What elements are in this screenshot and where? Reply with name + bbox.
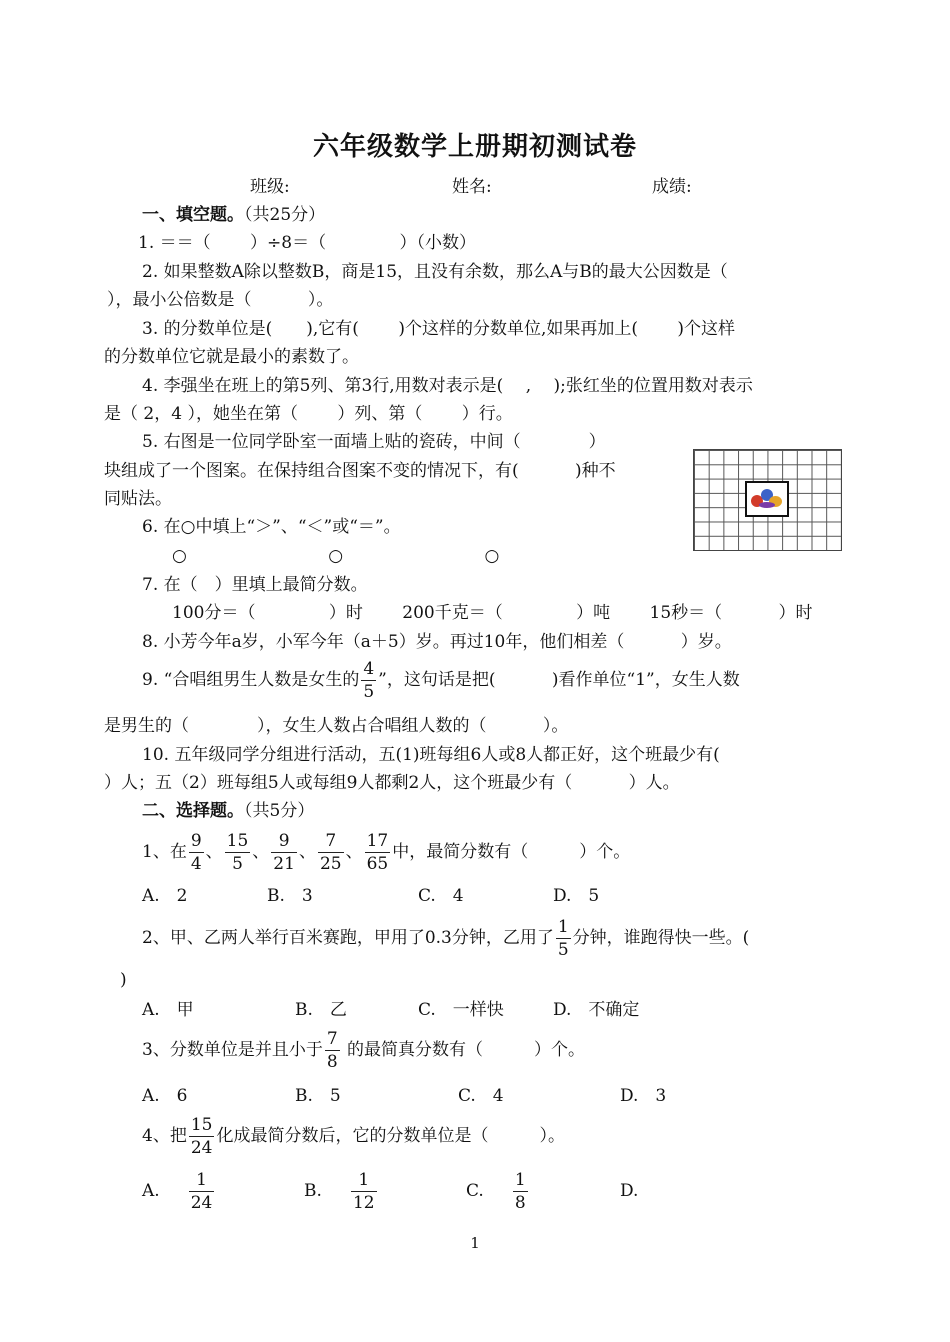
c4-option-a: A. $\frac{1}{24}$ bbox=[142, 1169, 213, 1213]
c3-option-d: D. 3 bbox=[620, 1086, 667, 1106]
q9-denominator: 5 bbox=[363, 681, 375, 702]
c2-text-pre: 2、甲、乙两人举行百米赛跑，甲用了0.3分钟，乙用了 bbox=[142, 928, 554, 948]
name-label: 姓名: bbox=[452, 177, 492, 197]
question-3-line2: 的分数单位它就是最小的素数了。 bbox=[104, 347, 359, 367]
choice-4-stem bbox=[142, 1115, 565, 1157]
question-10-line2: ）人；五（2）班每组5人或每组9人都剩2人，这个班最少有（ ）人。 bbox=[104, 773, 680, 793]
question-1: 1. ＝＝（ ）÷8＝（ ）（小数） bbox=[138, 233, 476, 253]
c1-option-c: C. 4 bbox=[418, 886, 464, 906]
question-9-line2: 是男生的（ ），女生人数占合唱组人数的（ ）。 bbox=[104, 716, 569, 736]
c3-text-post: 的最简真分数有（ ）个。 bbox=[341, 1040, 586, 1060]
question-8: 8. 小芳今年a岁，小军今年（a＋5）岁。再过10年，他们相差（ ）岁。 bbox=[142, 632, 732, 652]
c4-option-b: B. $\frac{1}{12}$ bbox=[304, 1169, 375, 1213]
c1-option-b: B. 3 bbox=[267, 886, 313, 906]
c3-option-c: C. 4 bbox=[458, 1086, 504, 1106]
c2-text-post: 分钟，谁跑得快一些。( bbox=[572, 928, 750, 948]
c1-fraction-1: $\frac{9}{4}$ bbox=[190, 830, 202, 874]
c2-close-paren: ) bbox=[120, 970, 127, 990]
section2-note: （共5分） bbox=[244, 801, 315, 821]
question-4-line1: 4. 李强坐在班上的第5列、第3行,用数对表示是( , );张红坐的位置用数对表示 bbox=[142, 376, 753, 396]
c2-option-b: B. 乙 bbox=[295, 1000, 347, 1020]
c1-fraction-4: $\frac{7}{25}$ bbox=[319, 830, 342, 874]
c2-fraction: $\frac{1}{5}$ bbox=[557, 916, 569, 960]
c1-fraction-3: $\frac{9}{21}$ bbox=[273, 830, 295, 874]
choice-3-stem bbox=[142, 1030, 585, 1071]
section1-note: （共25分） bbox=[244, 205, 326, 225]
c2-option-d: D. 不确定 bbox=[553, 1000, 640, 1020]
question-2-line2: ），最小公倍数是（ ）。 bbox=[107, 290, 334, 310]
c1-fraction-2: $\frac{15}{5}$ bbox=[226, 830, 249, 874]
c4-fraction: $\frac{15}{24}$ bbox=[190, 1114, 213, 1158]
c1-option-a: A. 2 bbox=[142, 886, 188, 906]
c4-option-a-fraction: $\frac{1}{24}$ bbox=[190, 1169, 213, 1213]
section1-heading bbox=[142, 204, 325, 226]
q9-text-pre: 9. “合唱组男生人数是女生的 bbox=[142, 670, 360, 690]
c2-option-c: C. 一样快 bbox=[418, 1000, 504, 1020]
c3-option-b: B. 5 bbox=[295, 1086, 341, 1106]
c4-option-c-fraction: $\frac{1}{8}$ bbox=[514, 1169, 526, 1213]
section2-heading bbox=[142, 800, 314, 822]
c3-text-pre: 3、分数单位是并且小于 bbox=[142, 1040, 323, 1060]
c4-option-b-fraction: $\frac{1}{12}$ bbox=[352, 1169, 375, 1213]
question-9-line1 bbox=[142, 660, 740, 701]
q9-text-post: ”，这句话是把( )看作单位“1”，女生人数 bbox=[378, 670, 740, 690]
c4-option-d: D. bbox=[620, 1181, 639, 1201]
c2-option-a: A. 甲 bbox=[142, 1000, 194, 1020]
c1-text-post: 中，最简分数有（ ）个。 bbox=[392, 842, 631, 862]
question-6-circles: ○ ○ ○ bbox=[172, 546, 500, 566]
question-4-line2: 是（ 2，4 ），她坐在第（ ）列、第（ ）行。 bbox=[104, 404, 513, 424]
c1-text-pre: 1、在 bbox=[142, 842, 187, 862]
question-7-line1: 7. 在（ ）里填上最简分数。 bbox=[142, 575, 368, 595]
q9-numerator: 4 bbox=[363, 658, 375, 679]
choice-2-stem bbox=[142, 918, 749, 959]
question-5-line1: 5. 右图是一位同学卧室一面墙上贴的瓷砖，中间（ ） bbox=[142, 432, 606, 452]
question-3-line1: 3. 的分数单位是( ),它有( )个这样的分数单位,如果再加上( )个这样 bbox=[142, 319, 736, 339]
tile-grid-figure bbox=[693, 449, 842, 551]
c3-fraction: $\frac{7}{8}$ bbox=[326, 1028, 338, 1072]
score-label: 成绩: bbox=[652, 177, 692, 197]
question-5-line2: 块组成了一个图案。在保持组合图案不变的情况下，有( )种不 bbox=[104, 461, 616, 481]
class-label: 班级: bbox=[250, 177, 290, 197]
c4-text-pre: 4、把 bbox=[142, 1126, 187, 1146]
question-10-line1: 10. 五年级同学分组进行活动，五(1)班每组6人或8人都正好，这个班最少有( bbox=[142, 745, 720, 765]
question-7-line2: 100分＝（ ）时 200千克＝（ ）吨 15秒＝（ ）时 bbox=[172, 603, 813, 623]
q9-fraction bbox=[361, 658, 376, 702]
question-2-line1: 2. 如果整数A除以整数B，商是15，且没有余数，那么A与B的最大公因数是（ bbox=[142, 262, 728, 282]
question-5-line3: 同贴法。 bbox=[104, 489, 172, 509]
c1-fraction-5: $\frac{17}{65}$ bbox=[366, 830, 389, 874]
c3-option-a: A. 6 bbox=[142, 1086, 188, 1106]
section2-title: 二、选择题。 bbox=[142, 801, 244, 821]
question-6-line1: 6. 在○中填上“＞”、“＜”或“＝”。 bbox=[142, 517, 401, 537]
c4-text-post: 化成最简分数后，它的分数单位是（ ）。 bbox=[216, 1126, 565, 1146]
c1-option-d: D. 5 bbox=[553, 886, 600, 906]
section1-title: 一、填空题。 bbox=[142, 205, 244, 225]
page-number: 1 bbox=[470, 1234, 480, 1252]
c4-option-c: C. $\frac{1}{8}$ bbox=[466, 1169, 526, 1213]
choice-1-stem: 1、在 $\frac{9}{4}$ 、 $\frac{15}{5}$ 、 $\frac{9}{21}$ 、 $\frac{7}{25}$ 、 $\frac{17}{65}$ 中，最简分数有（ ）个。 bbox=[142, 830, 631, 874]
tile-pattern-image bbox=[745, 481, 789, 517]
page-title: 六年级数学上册期初测试卷 bbox=[312, 132, 637, 162]
